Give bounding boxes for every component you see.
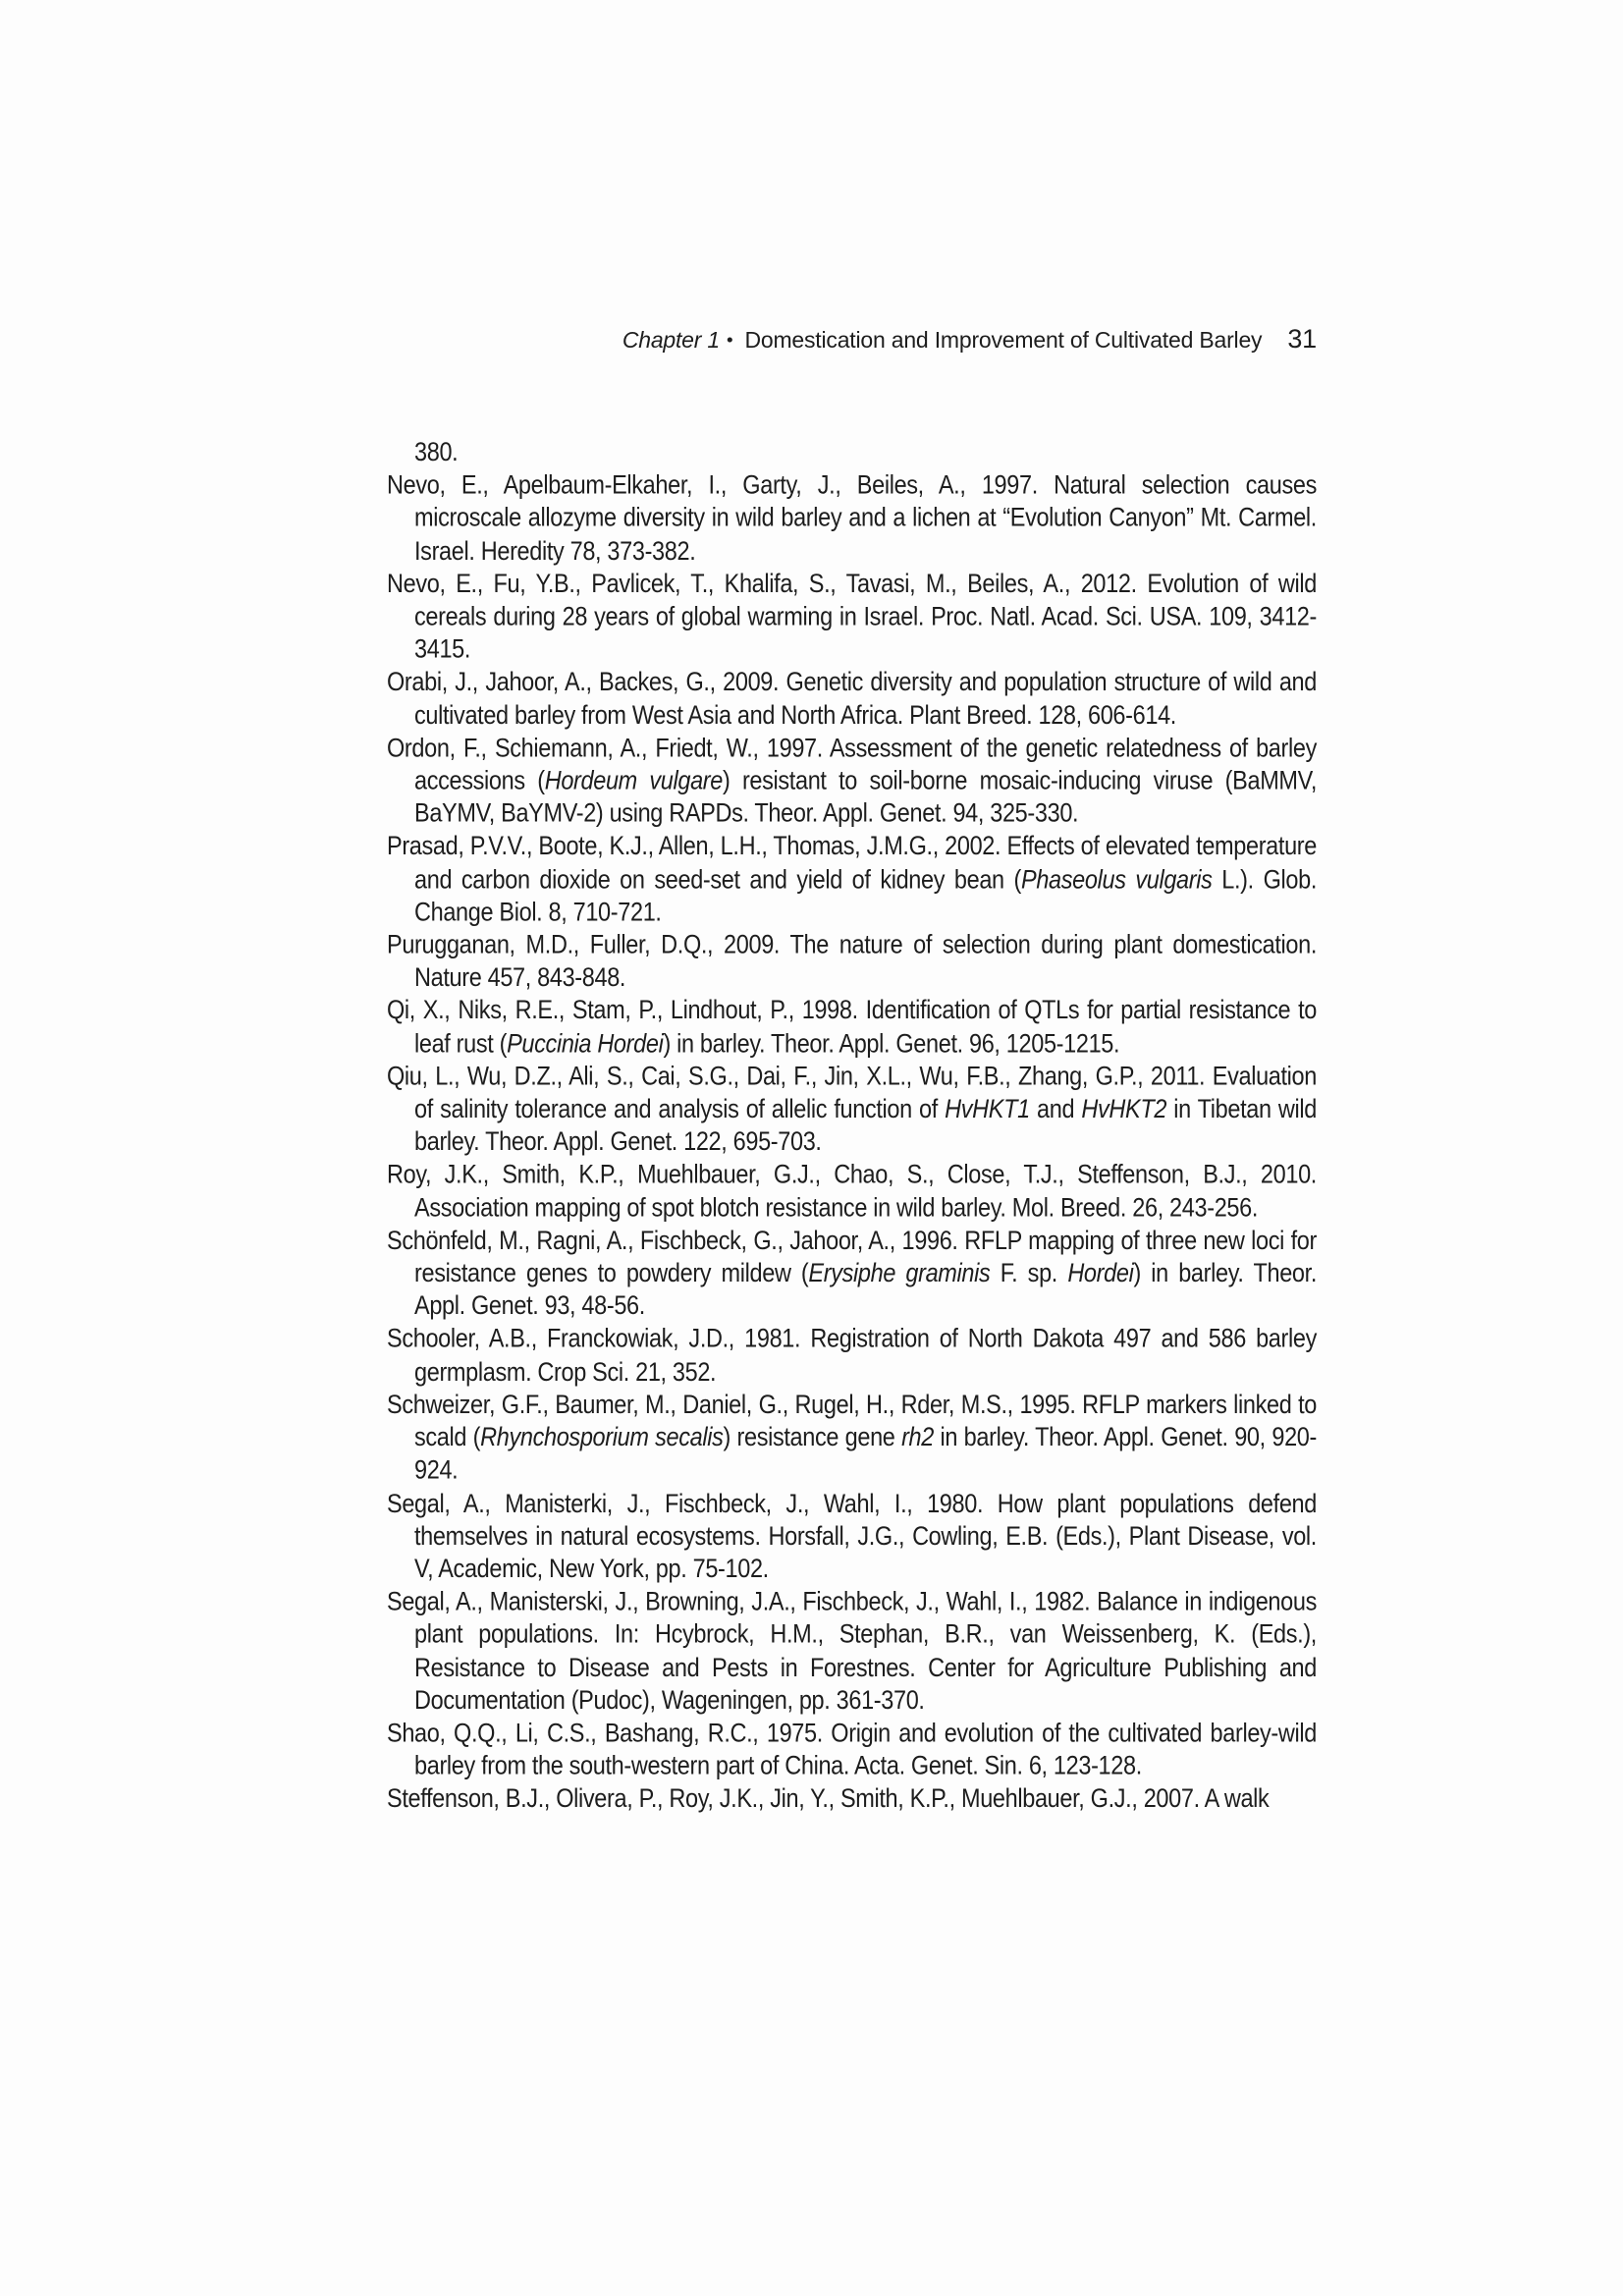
reference-italic-text: HvHKT1	[945, 1093, 1030, 1123]
reference-text: Steffenson, B.J., Olivera, P., Roy, J.K., Jin, Y., Smith, K.P., Muehlbauer, G.J., 2007. A walk	[387, 1783, 1270, 1813]
reference-italic-text: Phaseolus vulgaris	[1021, 863, 1213, 894]
page-number: 31	[1287, 324, 1317, 354]
reference-text: F. sp.	[990, 1258, 1068, 1287]
reference-text: ) resistance gene	[723, 1422, 902, 1452]
references-list	[387, 436, 1317, 1815]
running-header	[387, 324, 1317, 355]
reference-italic-text: Puccinia Hordei	[507, 1028, 664, 1058]
reference-text: Roy, J.K., Smith, K.P., Muehlbauer, G.J., Chao, S., Close, T.J., Steffenson, B.J., 2010. Association mapping of spot blotch resistance in wild barley. Mol. Breed. 26, 243-256.	[387, 1159, 1317, 1222]
reference-entry	[387, 1323, 1317, 1389]
reference-entry	[387, 436, 1317, 468]
reference-italic-text: Hordeum vulgare	[544, 765, 723, 795]
reference-entry	[387, 1159, 1317, 1225]
reference-italic-text: HvHKT2	[1081, 1093, 1167, 1123]
reference-text: Ordon, F., Schiemann, A., Friedt, W., 1997. Assessment of the genetic relatedness of barley accessions (	[387, 733, 1317, 795]
reference-text: Segal, A., Manisterski, J., Browning, J.A., Fischbeck, J., Wahl, I., 1982. Balance in indigenous plant populations. In: Hcybrock, H.M., Stephan, B.R., van Weissenberg, K. (Eds.), Resistance to Disease and Pests in Forestnes. Center for Agriculture Publishing and Documentation (Pudoc), Wageningen, pp. 361-370.	[387, 1586, 1317, 1715]
reference-entry	[387, 1717, 1317, 1782]
reference-entry	[387, 1389, 1317, 1487]
reference-text: Schönfeld, M., Ragni, A., Fischbeck, G., Jahoor, A., 1996. RFLP mapping of three new loci for resistance genes to powdery mildew (	[387, 1225, 1317, 1287]
reference-text: in barley. Theor. Appl. Genet. 90, 920-924.	[414, 1422, 1317, 1485]
reference-entry	[387, 1060, 1317, 1158]
reference-entry	[387, 1225, 1317, 1323]
chapter-label: Chapter 1	[622, 327, 721, 353]
reference-text: Schweizer, G.F., Baumer, M., Daniel, G., Rugel, H., Rder, M.S., 1995. RFLP markers linked to scald (	[387, 1389, 1317, 1452]
reference-italic-text: rh2	[901, 1422, 934, 1452]
reference-entry	[387, 1487, 1317, 1585]
reference-text: and	[1029, 1093, 1082, 1123]
reference-entry	[387, 1782, 1317, 1815]
bullet-separator-icon: •	[727, 329, 733, 350]
reference-italic-text: Rhynchosporium secalis	[480, 1422, 724, 1452]
reference-text: Shao, Q.Q., Li, C.S., Bashang, R.C., 1975. Origin and evolution of the cultivated barley-wild barley from the south-western part of China. Acta. Genet. Sin. 6, 123-128.	[387, 1718, 1317, 1780]
reference-text: ) resistant to soil-borne mosaic-inducing viruse (BaMMV, BaYMV, BaYMV-2) using RAPDs. Theor. Appl. Genet. 94, 325-330.	[414, 765, 1317, 828]
reference-text: 380.	[414, 437, 459, 466]
reference-text: Purugganan, M.D., Fuller, D.Q., 2009. The nature of selection during plant domestication. Nature 457, 843-848.	[387, 929, 1317, 992]
reference-italic-text: Hordei	[1067, 1258, 1134, 1287]
reference-entry	[387, 994, 1317, 1060]
reference-entry	[387, 1585, 1317, 1717]
reference-entry	[387, 732, 1317, 830]
reference-italic-text: Erysiphe graminis	[808, 1258, 991, 1287]
reference-text: Segal, A., Manisterki, J., Fischbeck, J., Wahl, I., 1980. How plant populations defend themselves in natural ecosystems. Horsfall, J.G., Cowling, E.B. (Eds.), Plant Disease, vol. V, Academic, New York, pp. 75-102.	[387, 1488, 1317, 1583]
reference-text: Qi, X., Niks, R.E., Stam, P., Lindhout, P., 1998. Identification of QTLs for partial resistance to leaf rust (	[387, 995, 1317, 1058]
reference-text: Orabi, J., Jahoor, A., Backes, G., 2009. Genetic diversity and population structure of wild and cultivated barley from West Asia and North Africa. Plant Breed. 128, 606-614.	[387, 667, 1317, 730]
reference-text: ) in barley. Theor. Appl. Genet. 93, 48-56.	[414, 1258, 1317, 1321]
reference-text: Qiu, L., Wu, D.Z., Ali, S., Cai, S.G., Dai, F., Jin, X.L., Wu, F.B., Zhang, G.P., 2011. Evaluation of salinity tolerance and analysis of allelic function of	[387, 1061, 1317, 1123]
reference-text: in Tibetan wild barley. Theor. Appl. Genet. 122, 695-703.	[414, 1093, 1317, 1157]
reference-text: Prasad, P.V.V., Boote, K.J., Allen, L.H., Thomas, J.M.G., 2002. Effects of elevated temperature and carbon dioxide on seed-set and yield of kidney bean (	[387, 831, 1317, 894]
reference-text: L.). Glob. Change Biol. 8, 710-721.	[414, 863, 1317, 927]
reference-entry	[387, 468, 1317, 567]
reference-text: Schooler, A.B., Franckowiak, J.D., 1981. Registration of North Dakota 497 and 586 barley germplasm. Crop Sci. 21, 352.	[387, 1323, 1317, 1387]
reference-entry	[387, 666, 1317, 732]
chapter-title: Domestication and Improvement of Cultivated Barley	[744, 327, 1263, 353]
reference-text: ) in barley. Theor. Appl. Genet. 96, 1205-1215.	[663, 1028, 1120, 1058]
reference-text: Nevo, E., Apelbaum-Elkaher, I., Garty, J., Beiles, A., 1997. Natural selection causes microscale allozyme diversity in wild barley and a lichen at “Evolution Canyon” Mt. Carmel. Israel. Heredity 78, 373-382.	[387, 469, 1317, 566]
reference-entry	[387, 929, 1317, 995]
reference-entry	[387, 568, 1317, 666]
reference-entry	[387, 830, 1317, 928]
reference-text: Nevo, E., Fu, Y.B., Pavlicek, T., Khalifa, S., Tavasi, M., Beiles, A., 2012. Evolution of wild cereals during 28 years of global warming in Israel. Proc. Natl. Acad. Sci. USA. 109, 3412-3415.	[387, 568, 1317, 664]
